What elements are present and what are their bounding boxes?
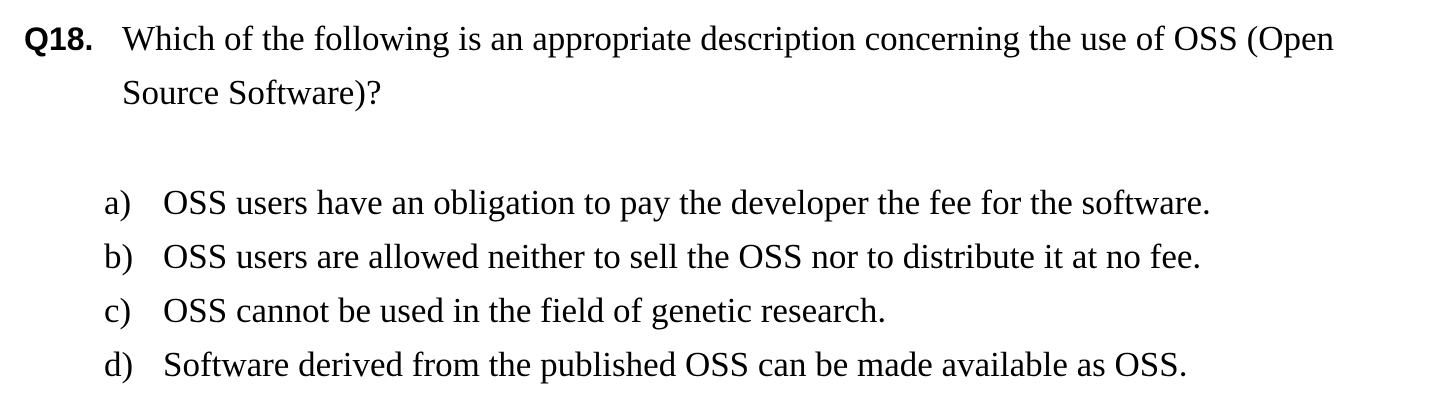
answer-options [104, 176, 1404, 392]
option-text: Software derived from the published OSS can be made available as OSS. [163, 345, 1188, 384]
option-c [104, 284, 1404, 338]
question-text: Which of the following is an appropriate description concerning the use of OSS (Open Source Software)? [122, 19, 1335, 112]
option-b [104, 230, 1404, 284]
option-text: OSS users are allowed neither to sell the OSS nor to distribute it at no fee. [163, 237, 1202, 276]
option-text: OSS users have an obligation to pay the developer the fee for the software. [163, 183, 1211, 222]
question-number: Q18. [24, 21, 94, 57]
option-label: b) [104, 237, 134, 276]
option-text: OSS cannot be used in the field of genetic research. [163, 291, 887, 330]
option-label: d) [104, 345, 134, 384]
option-label: c) [104, 291, 132, 330]
option-d [104, 338, 1404, 392]
option-label: a) [104, 183, 132, 222]
option-a [104, 176, 1404, 230]
question-block [24, 12, 1434, 120]
